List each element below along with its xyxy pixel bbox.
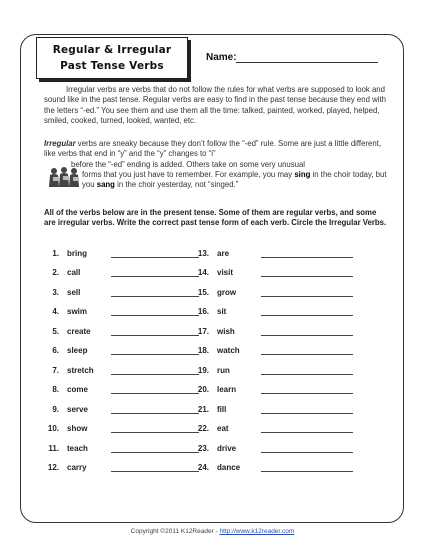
verb-row [45, 385, 215, 397]
verb-row [195, 385, 365, 397]
answer-blank[interactable] [261, 432, 353, 433]
verb-number: 7. [52, 365, 59, 375]
sing-word: sing [294, 170, 311, 179]
sing-example-mid: in the choir today, but you [82, 170, 387, 190]
answer-blank[interactable] [111, 296, 199, 297]
verb-word[interactable]: run [217, 365, 230, 375]
verb-number: 18. [197, 346, 209, 356]
title-line-2: Past Tense Verbs [60, 60, 164, 72]
verb-word[interactable]: sell [67, 287, 81, 297]
verb-number: 8. [52, 385, 59, 395]
answer-blank[interactable] [261, 393, 353, 394]
verb-row [195, 405, 365, 417]
verb-number: 9. [52, 404, 59, 414]
verb-number: 5. [52, 326, 59, 336]
name-label: Name: [206, 52, 237, 63]
intro-paragraph [44, 85, 386, 127]
verb-row [45, 405, 215, 417]
k12reader-link[interactable]: http://www.k12reader.com [219, 528, 295, 535]
sing-example-after: in the choir yesterday, not “singed.” [114, 180, 239, 190]
verb-word[interactable]: create [67, 326, 91, 336]
answer-blank[interactable] [261, 354, 353, 355]
answer-blank[interactable] [261, 276, 353, 277]
answer-blank[interactable] [111, 374, 199, 375]
verb-word[interactable]: drive [217, 443, 237, 453]
verb-row [195, 327, 365, 339]
answer-blank[interactable] [261, 335, 353, 336]
answer-blank[interactable] [111, 432, 199, 433]
verb-number: 14. [197, 268, 209, 278]
verb-row [195, 268, 365, 280]
verb-row [45, 307, 215, 319]
answer-blank[interactable] [261, 471, 353, 472]
verb-number: 17. [197, 326, 209, 336]
verb-number: 19. [197, 365, 209, 375]
title-line-1: Regular & Irregular [52, 44, 172, 56]
verb-word[interactable]: show [67, 424, 88, 434]
verb-row [45, 444, 215, 456]
verb-number: 12. [47, 462, 59, 472]
answer-blank[interactable] [111, 452, 199, 453]
verb-row [45, 327, 215, 339]
verb-number: 22. [197, 424, 209, 434]
verb-word[interactable]: carry [67, 462, 87, 472]
verb-row [45, 346, 215, 358]
verb-row [45, 424, 215, 436]
verb-word[interactable]: bring [67, 249, 87, 258]
verb-word[interactable]: fill [217, 404, 227, 414]
verb-word[interactable]: are [217, 249, 230, 258]
verb-number: 3. [52, 287, 59, 297]
verb-number: 2. [52, 268, 59, 278]
verb-number: 20. [197, 385, 209, 395]
copyright-text: Copyright ©2011 K12Reader - [130, 528, 220, 535]
sing-example-before: forms that you just have to remember. For example, you may [82, 170, 295, 179]
verb-row [45, 463, 215, 475]
answer-blank[interactable] [111, 393, 199, 394]
verb-number: 4. [52, 307, 59, 317]
name-blank[interactable] [236, 62, 378, 63]
verb-word[interactable]: swim [67, 307, 88, 317]
answer-blank[interactable] [261, 315, 353, 316]
verb-word[interactable]: call [67, 268, 81, 278]
footer [0, 528, 425, 535]
verb-number: 15. [197, 287, 209, 297]
title-box [36, 37, 188, 79]
verb-word[interactable]: watch [217, 346, 240, 356]
verb-row [45, 288, 215, 300]
irregular-paragraph-line1 [44, 139, 389, 160]
verb-number: 13. [197, 249, 209, 258]
verb-word[interactable]: dance [217, 462, 241, 472]
verb-row [195, 463, 365, 475]
irregular-paragraph-line3 [82, 170, 387, 191]
verb-word[interactable]: sleep [67, 346, 88, 356]
verb-row [195, 366, 365, 378]
answer-blank[interactable] [111, 257, 199, 258]
verb-row [45, 249, 215, 261]
answer-blank[interactable] [111, 413, 199, 414]
verb-row [195, 444, 365, 456]
verb-row [195, 288, 365, 300]
verb-number: 21. [197, 404, 209, 414]
answer-blank[interactable] [111, 471, 199, 472]
verb-number: 6. [52, 346, 59, 356]
instructions: All of the verbs below are in the present tense. Some of them are regular verbs, and some are irregular verbs. Write the correct past tense form of each verb. Circle the Irregular Verbs. [44, 208, 387, 228]
irregular-word: Irregular [44, 139, 76, 148]
verb-row [45, 366, 215, 378]
verb-word[interactable]: teach [67, 443, 88, 453]
irregular-line1-text: verbs are sneaky because they don’t follow the “-ed” rule. Some are just a little different, like verbs that end in “y” and the “y” changes to “i” [44, 139, 382, 159]
verb-row [195, 346, 365, 358]
answer-blank[interactable] [111, 354, 199, 355]
irregular-paragraph-line2: before the “-ed” ending is added. Others take on some very unusual [71, 160, 306, 169]
verb-row [45, 268, 215, 280]
answer-blank[interactable] [111, 315, 199, 316]
verb-word[interactable]: wish [217, 326, 235, 336]
verb-number: 11. [48, 443, 59, 453]
answer-blank[interactable] [261, 413, 353, 414]
verb-word[interactable]: visit [217, 268, 234, 278]
answer-blank[interactable] [261, 452, 353, 453]
verb-number: 16. [197, 307, 209, 317]
answer-blank[interactable] [261, 257, 353, 258]
verb-row [195, 307, 365, 319]
verb-row [195, 424, 365, 436]
verb-word[interactable]: serve [67, 404, 88, 414]
verb-word[interactable]: learn [217, 385, 237, 395]
verb-row [195, 249, 365, 261]
intro-text: Irregular verbs are verbs that do not follow the rules for what verbs are supposed to look and sound like in the past tense. Regular verbs are easy to find in the past tense because they end with the letters “-ed.” You see them and use them all the time: talked, painted, worked, played, helped, smiled, cooked, turned, looked, wanted, etc. [44, 85, 386, 126]
answer-blank[interactable] [261, 374, 353, 375]
verb-number: 10. [47, 424, 59, 434]
verb-word[interactable]: sit [217, 307, 227, 317]
verb-word[interactable]: grow [217, 287, 237, 297]
verb-word[interactable]: come [67, 385, 88, 395]
answer-blank[interactable] [261, 296, 353, 297]
verb-word[interactable]: stretch [67, 365, 94, 375]
verb-number: 23. [197, 443, 209, 453]
answer-blank[interactable] [111, 335, 199, 336]
verb-number: 24. [197, 462, 209, 472]
verb-word[interactable]: eat [217, 424, 229, 434]
sang-word: sang [96, 180, 115, 190]
answer-blank[interactable] [111, 276, 199, 277]
verb-number: 1. [52, 249, 59, 258]
